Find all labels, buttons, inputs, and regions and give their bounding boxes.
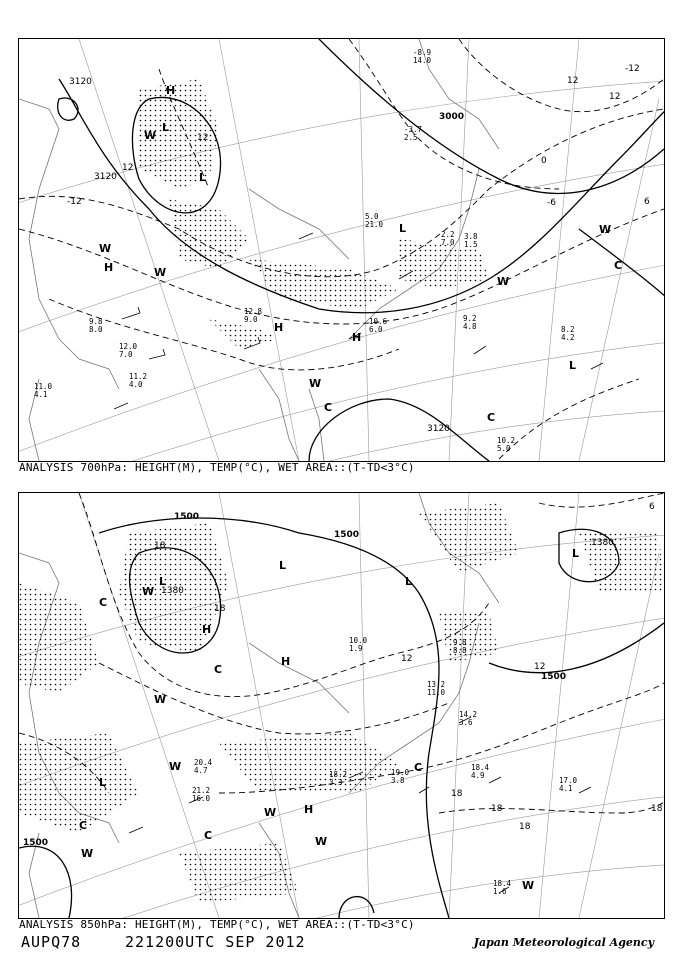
temp-label: 6	[649, 502, 655, 512]
temp-label: 18	[519, 822, 531, 832]
station-value: 18.4	[493, 879, 512, 888]
temp-label: 18	[651, 804, 663, 814]
center-H: H	[274, 321, 284, 334]
temp-label: 18	[451, 789, 463, 799]
isotherms	[19, 39, 664, 459]
station-value: 2.5	[404, 133, 418, 142]
station-value: 9.2	[463, 314, 477, 323]
center-H: H	[281, 655, 291, 668]
station-value: 10.2	[497, 436, 516, 445]
temp-label: 12	[401, 654, 413, 664]
bulletin-code: AUPQ78	[21, 933, 82, 951]
caption-850hpa: ANALYSIS 850hPa: HEIGHT(M), TEMP(°C), WET AREA::(T-TD<3°C)	[19, 918, 415, 931]
station-value: 4.7	[194, 766, 208, 775]
station-value: -3.7	[404, 125, 423, 134]
center-W: W	[144, 129, 157, 142]
temp-label: 12	[567, 76, 579, 86]
temp-label: -12	[625, 64, 640, 74]
height-label: 1380	[161, 586, 184, 596]
station-value: 3.6	[459, 718, 473, 727]
station-value: 4.9	[471, 771, 485, 780]
station-value: 4.1	[34, 390, 48, 399]
center-W: W	[522, 879, 535, 892]
temp-label: -12	[67, 197, 82, 207]
station-value: 7.0	[441, 238, 455, 247]
map-panel-700hpa	[18, 38, 665, 462]
center-C: C	[487, 411, 496, 424]
agency-name: Japan Meteorological Agency	[473, 936, 654, 949]
station-value: 12.8	[244, 307, 263, 316]
station-value: 12.0	[119, 342, 138, 351]
temp-label: 6	[644, 197, 650, 207]
height-label: 3120	[94, 172, 117, 182]
station-value: 14.2	[459, 710, 478, 719]
station-value: 11.0	[427, 688, 446, 697]
temp-label: 18	[154, 541, 166, 551]
height-label: 3120	[69, 77, 92, 87]
station-value: 3.8	[464, 232, 478, 241]
center-L: L	[569, 359, 577, 372]
station-value: 9.8	[89, 317, 103, 326]
station-value: 16.0	[192, 794, 211, 803]
height-label: 3000	[439, 112, 465, 122]
temp-label: 12	[534, 662, 546, 672]
station-value: 18.2	[329, 770, 348, 779]
station-value: 5.0	[497, 444, 511, 453]
wet-area	[139, 79, 489, 349]
center-W: W	[315, 835, 328, 848]
station-value: 13.2	[427, 680, 446, 689]
center-W: W	[142, 585, 155, 598]
height-label: 1500	[174, 512, 200, 522]
map-panel-850hpa	[18, 492, 665, 919]
center-H: H	[202, 623, 212, 636]
station-value: 20.4	[194, 758, 213, 767]
valid-time: 221200UTC SEP 2012	[125, 933, 306, 951]
center-W: W	[497, 275, 510, 288]
station-value: 21.0	[365, 220, 384, 229]
center-W: W	[599, 223, 612, 236]
caption-700hpa: ANALYSIS 700hPa: HEIGHT(M), TEMP(°C), WET AREA::(T-TD<3°C)	[19, 461, 415, 474]
station-value: 11.0	[34, 382, 53, 391]
center-L: L	[572, 547, 580, 560]
station-value: 1.6	[493, 887, 507, 896]
temp-label: 12	[609, 92, 621, 102]
station-value: 17.0	[559, 776, 578, 785]
temp-label: 12	[122, 163, 134, 173]
center-C: C	[99, 596, 108, 609]
center-L: L	[405, 575, 413, 588]
station-value: 7.0	[119, 350, 133, 359]
center-H: H	[304, 803, 314, 816]
station-value: 8.2	[561, 325, 575, 334]
center-W: W	[99, 242, 112, 255]
station-value: 9.8	[453, 638, 467, 647]
center-C: C	[324, 401, 333, 414]
center-C: C	[214, 663, 223, 676]
station-value: 14.0	[413, 56, 432, 65]
temp-label: -6	[547, 198, 556, 208]
station-value: 9.0	[244, 315, 258, 324]
graticule	[19, 39, 664, 461]
center-W: W	[154, 693, 167, 706]
center-L: L	[399, 222, 407, 235]
height-label: 1500	[23, 838, 49, 848]
center-H: H	[104, 261, 114, 274]
height-label: 1380	[591, 538, 614, 548]
station-value: 19.0	[391, 768, 410, 777]
station-value: 10.0	[349, 636, 368, 645]
temp-label: 12	[197, 133, 209, 143]
wind-barbs	[114, 233, 603, 461]
height-contours	[19, 518, 664, 918]
station-value: 4.8	[463, 322, 477, 331]
center-L: L	[162, 121, 170, 134]
station-value: 2.2	[441, 230, 455, 239]
center-H: H	[166, 84, 176, 97]
map-700hpa	[19, 39, 664, 461]
center-W: W	[169, 760, 182, 773]
station-value: 10.6	[369, 317, 388, 326]
center-L: L	[199, 171, 207, 184]
station-value: 1.9	[349, 644, 363, 653]
station-value: 6.0	[369, 325, 383, 334]
center-C: C	[204, 829, 213, 842]
temp-label: 18	[491, 804, 503, 814]
height-label: 1500	[334, 530, 360, 540]
station-value: 4.0	[129, 380, 143, 389]
station-value: 4.2	[561, 333, 575, 342]
center-C: C	[79, 819, 88, 832]
station-value: 3.3	[329, 778, 343, 787]
station-value: 18.4	[471, 763, 490, 772]
station-value: 21.2	[192, 786, 211, 795]
center-L: L	[99, 776, 107, 789]
center-L: L	[279, 559, 287, 572]
temp-label: 18	[214, 604, 226, 614]
station-value: 1.5	[464, 240, 478, 249]
station-value: -8.9	[413, 48, 432, 57]
map-850hpa	[19, 493, 664, 918]
station-value: 3.8	[391, 776, 405, 785]
center-C: C	[614, 259, 623, 272]
center-W: W	[81, 847, 94, 860]
wet-area	[19, 503, 664, 903]
center-C: C	[414, 761, 423, 774]
height-label: 1500	[541, 672, 567, 682]
station-value: 4.1	[559, 784, 573, 793]
station-value: 11.2	[129, 372, 148, 381]
center-L: L	[159, 575, 167, 588]
station-value: 5.0	[365, 212, 379, 221]
center-W: W	[154, 266, 167, 279]
center-W: W	[264, 806, 277, 819]
temp-label: 0	[541, 156, 547, 166]
station-value: 8.0	[89, 325, 103, 334]
height-label: 3120	[427, 424, 450, 434]
center-H: H	[352, 331, 362, 344]
station-value: 8.8	[453, 646, 467, 655]
station-plots	[34, 48, 575, 453]
center-W: W	[309, 377, 322, 390]
